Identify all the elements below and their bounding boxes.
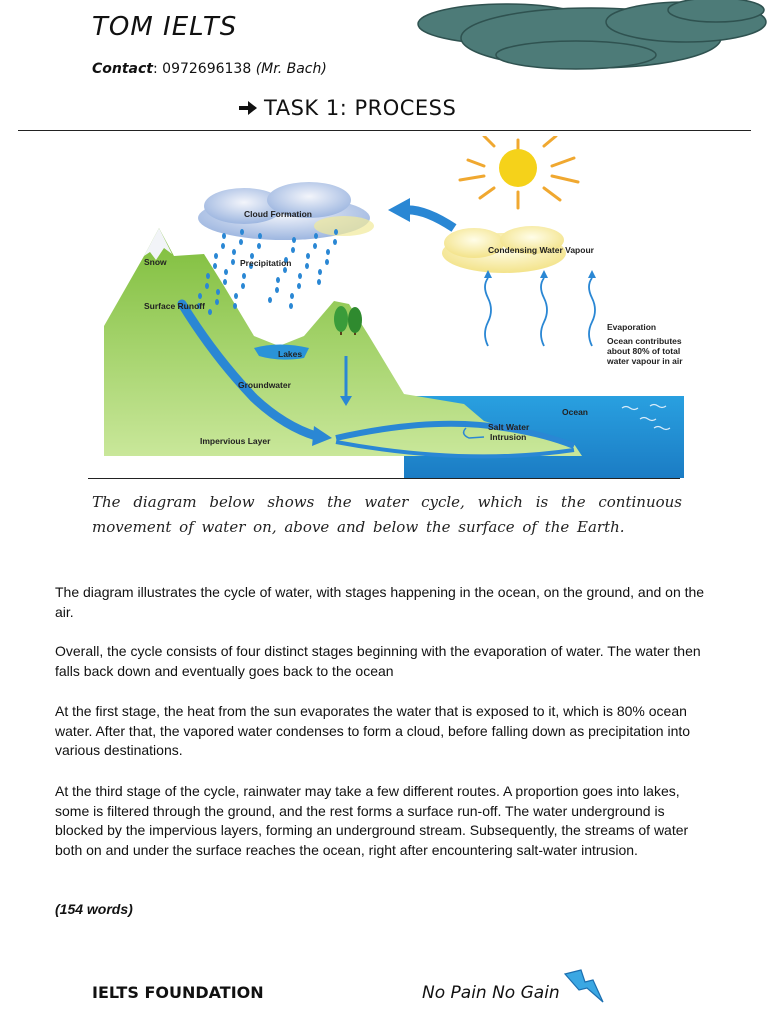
contact-line (92, 61, 327, 77)
contact-label: Contact (92, 61, 153, 77)
contact-phone: : 0972696138 (153, 61, 252, 77)
footer-right: No Pain No Gain (422, 983, 560, 1003)
label-evap-note-1: Ocean contributes (607, 336, 682, 346)
task-heading (238, 96, 456, 120)
label-lakes: Lakes (278, 349, 303, 359)
essay-paragraph-2: Overall, the cycle consists of four distinct stages beginning with the evaporation of water. The water then falls back down and eventually goes back to the ocean (55, 643, 701, 679)
label-groundwater: Groundwater (238, 380, 291, 390)
label-precipitation: Precipitation (240, 258, 292, 268)
label-salt-water-1: Salt Water (488, 422, 530, 432)
arrow-right-icon (238, 100, 258, 116)
rain-drops (197, 229, 338, 315)
evaporation-arrows (485, 278, 595, 346)
footer-left: IELTS FOUNDATION (92, 983, 264, 1002)
brand-title: TOM IELTS (92, 12, 238, 42)
label-cloud-formation: Cloud Formation (244, 209, 312, 219)
label-ocean: Ocean (562, 407, 588, 417)
diagram-caption: The diagram below shows the water cycle, which is the continuous movement of water on, above and below the surface of the Earth. (92, 493, 682, 536)
word-count: (154 words) (55, 901, 133, 917)
label-evaporation: Evaporation (607, 322, 657, 332)
essay-paragraph-3: At the first stage, the heat from the sun evaporates the water that is exposed to it, which is 80% ocean water. After that, the vapored water condenses to form a cloud, before falling down as precipitation into various destinations. (55, 703, 691, 758)
label-impervious-layer: Impervious Layer (200, 436, 271, 446)
diagram-divider (88, 478, 680, 479)
header-divider (18, 130, 751, 131)
label-salt-water-2: Intrusion (490, 432, 527, 442)
task-title: TASK 1: PROCESS (264, 96, 457, 120)
label-evap-note-3: water vapour in air (607, 356, 683, 366)
sun (460, 136, 578, 208)
essay-paragraph-4: At the third stage of the cycle, rainwater may take a few different routes. A proportion goes into lakes, some is filtered through the ground, and the rest forms a surface run-off. The water underground is blocked by the impervious layers, forming an underground stream. Subsequently, the streams of water both on and under the surface reaches the ocean, right after encountering salt-water intrusion. (55, 783, 689, 858)
decorative-cloud (416, 0, 768, 74)
label-condensing: Condensing Water Vapour (488, 245, 594, 255)
label-surface-runoff: Surface Runoff (144, 301, 205, 311)
essay-paragraph-1: The diagram illustrates the cycle of water, with stages happening in the ocean, on the ground, and on the air. (55, 584, 705, 620)
contact-person: (Mr. Bach) (255, 61, 327, 77)
water-cycle-diagram (104, 136, 684, 478)
label-snow: Snow (144, 257, 167, 267)
label-evap-note-2: about 80% of total (607, 346, 681, 356)
lightning-icon (563, 968, 605, 1006)
